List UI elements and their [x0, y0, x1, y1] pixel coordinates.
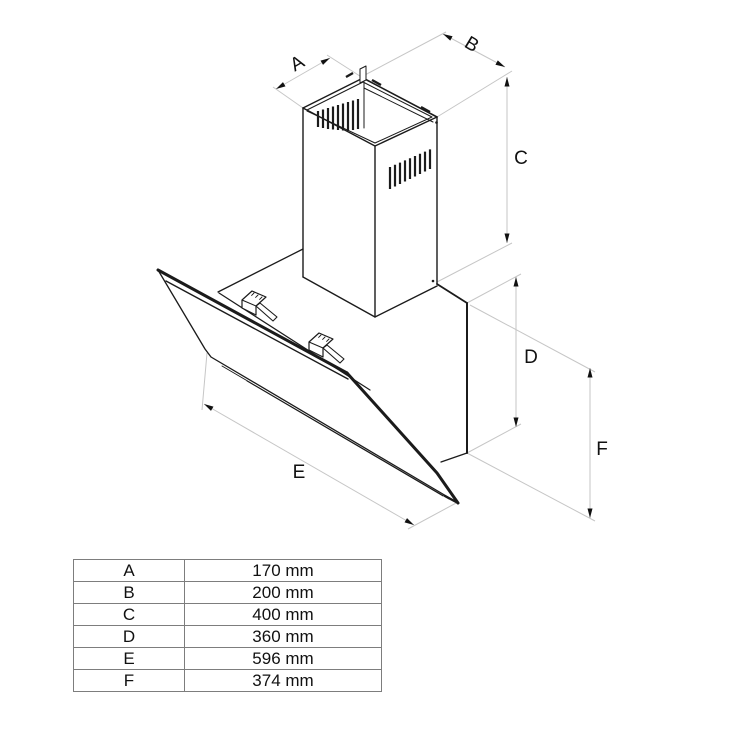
arrow-c-bottom — [505, 234, 510, 244]
screw-hole-top — [435, 121, 438, 124]
glass-left-and-bottom-edge — [158, 270, 458, 503]
arrow-e-left — [203, 402, 214, 411]
dimension-value-cell: 170 mm — [185, 560, 382, 582]
dimension-letter-cell: D — [74, 626, 185, 648]
glass-panel — [158, 270, 458, 503]
dimension-letter-cell: E — [74, 648, 185, 670]
arrow-b-right — [495, 60, 506, 69]
hood-body — [218, 249, 467, 462]
dimension-letter-cell: F — [74, 670, 185, 692]
dimension-label-a: A — [286, 51, 309, 77]
table-row — [74, 648, 382, 670]
dimensions-table — [73, 559, 382, 692]
mounting-clip-right — [309, 333, 344, 363]
dimension-letter-cell: A — [74, 560, 185, 582]
dimension-arrows-layer — [203, 32, 593, 527]
chimney-rim-back-right — [363, 78, 437, 117]
chimney-vent-slots-right — [390, 149, 430, 189]
dimension-e-lines — [202, 353, 458, 529]
dimension-lines-layer — [202, 32, 595, 529]
dimension-value-cell: 400 mm — [185, 604, 382, 626]
body-bottom-edge — [441, 453, 467, 462]
table-row — [74, 560, 382, 582]
chimney-duct — [303, 66, 438, 317]
table-row — [74, 582, 382, 604]
chimney-vent-slots-inner — [318, 99, 358, 131]
glass-lip-line-2 — [247, 381, 443, 496]
dimension-value-cell: 200 mm — [185, 582, 382, 604]
dimension-letter-cell: B — [74, 582, 185, 604]
dimension-label-c: C — [514, 148, 528, 169]
table-row — [74, 670, 382, 692]
dimension-d-lines — [467, 274, 521, 453]
dimension-value-cell: 596 mm — [185, 648, 382, 670]
chimney-vertical-edges — [303, 108, 437, 317]
body-top-back-right-edge — [437, 284, 467, 303]
table-row — [74, 626, 382, 648]
dimension-label-e: E — [292, 462, 306, 483]
chimney-bottom-edges — [303, 277, 437, 317]
arrow-f-bottom — [588, 509, 593, 519]
glass-right-edge — [347, 373, 458, 503]
dimension-label-f: F — [596, 439, 608, 460]
chimney-inner-wall-band — [364, 88, 433, 122]
dimension-c-lines — [437, 77, 512, 282]
table-row — [74, 604, 382, 626]
dimension-value-cell: 374 mm — [185, 670, 382, 692]
arrow-f-top — [588, 368, 593, 378]
arrow-c-top — [505, 77, 510, 87]
dimension-value-cell: 360 mm — [185, 626, 382, 648]
dimension-f-lines — [467, 305, 595, 521]
dimension-label-d: D — [524, 347, 538, 368]
dimension-b-lines — [363, 32, 512, 117]
arrow-d-top — [514, 277, 519, 287]
dimension-letter-cell: C — [74, 604, 185, 626]
mounting-clip-left — [242, 291, 277, 321]
dimension-label-b: B — [460, 32, 483, 58]
dimension-labels-layer — [287, 33, 608, 483]
chimney-corner-tab — [360, 66, 366, 83]
screw-hole-bottom — [432, 280, 435, 283]
body-top-back-left-edge — [218, 249, 303, 292]
